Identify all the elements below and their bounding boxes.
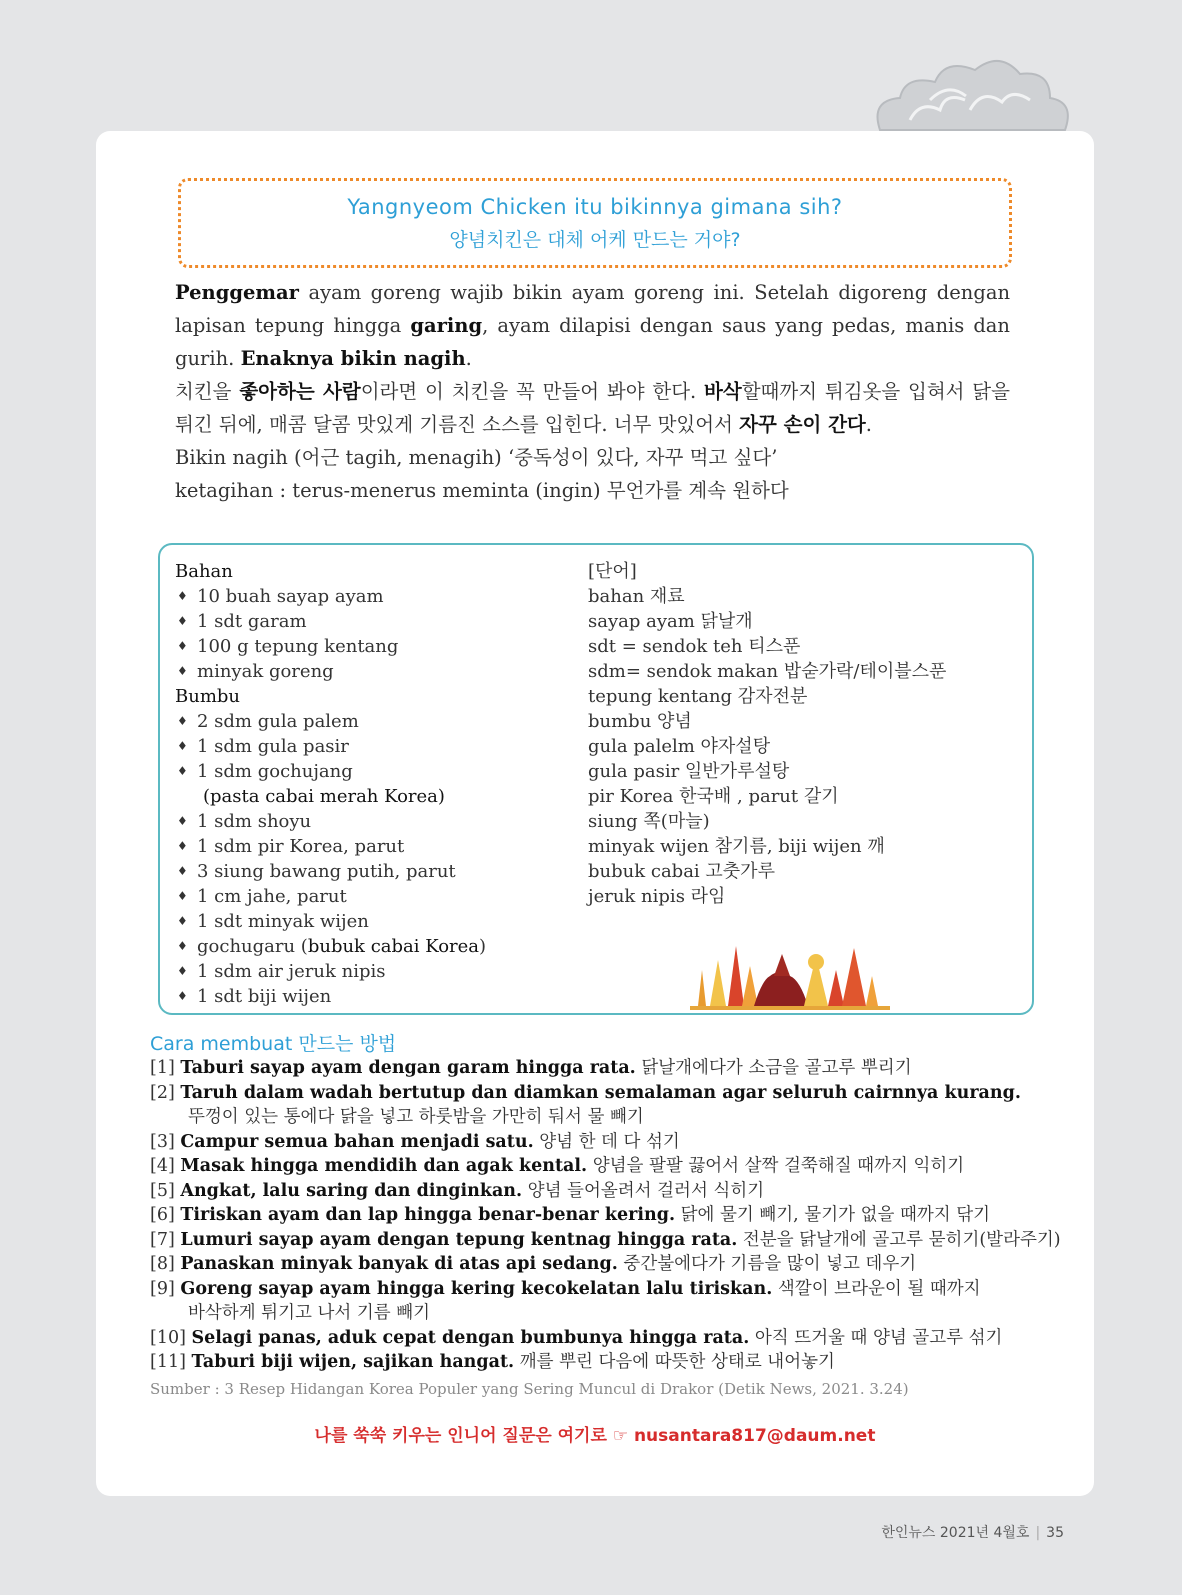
- vocab-item: gula pasir 일반가루설탕: [588, 761, 790, 782]
- bahan-heading: Bahan: [175, 561, 233, 582]
- vocab-item: bahan 재료: [588, 586, 685, 607]
- list-item: ♦ 3 siung bawang putih, parut: [175, 859, 575, 884]
- text: gochugaru (: [197, 936, 308, 957]
- list-item: ♦ 1 sdt biji wijen: [175, 984, 575, 1009]
- step-number: [6]: [150, 1205, 175, 1225]
- list-item: ♦ 1 sdm gula pasir: [175, 734, 575, 759]
- text: .: [465, 347, 472, 370]
- footer-separator: |: [1035, 1525, 1041, 1541]
- list-item: ♦ 1 sdm gochujang: [175, 759, 575, 784]
- step-item: [150, 1252, 1050, 1277]
- text: , ayam dilapisi dengan saus yang pedas, manis dan gurih.: [175, 314, 1010, 370]
- bold-term: 자꾸 손이 간다: [739, 413, 866, 436]
- temple-illustration-icon: [690, 940, 890, 1012]
- step-number: [4]: [150, 1156, 175, 1176]
- method-title: Cara membuat 만드는 방법: [150, 1033, 397, 1055]
- vocab-note-nagih: Bikin nagih (어근 tagih, menagih) ‘중독성이 있다, 자꾸 먹고 싶다’: [175, 446, 778, 469]
- step-ko: 중간불에다가 기름을 많이 넣고 데우기: [617, 1254, 917, 1274]
- list-item: ♦ 1 sdt minyak wijen: [175, 909, 575, 934]
- text: .: [865, 413, 872, 436]
- step-id: Masak hingga mendidih dan agak kental.: [180, 1156, 588, 1176]
- vocab-item: bumbu 양념: [588, 711, 692, 732]
- title-box: [178, 178, 1012, 268]
- intro-paragraph-ko: [175, 375, 1010, 441]
- step-item: [150, 1179, 1050, 1204]
- step-number: [9]: [150, 1278, 175, 1299]
- step-item: [150, 1130, 1050, 1155]
- step-id: Campur semua bahan menjadi satu.: [180, 1131, 534, 1152]
- bold-term: Enaknya bikin nagih: [240, 347, 466, 370]
- vocab-item: minyak wijen 참기름, biji wijen 깨: [588, 836, 885, 857]
- vocab-item: bubuk cabai 고춧가루: [588, 861, 775, 882]
- gochujang-note: (pasta cabai merah Korea): [203, 786, 445, 807]
- qa-contact-line: 나를 쑥쑥 키우는 인니어 질문은 여기로 ☞ nusantara817@daum.net: [314, 1426, 876, 1446]
- list-item: ♦ 1 sdm air jeruk nipis: [175, 959, 575, 984]
- step-id: Goreng sayap ayam hingga kering kecokelatan lalu tiriskan.: [180, 1278, 773, 1299]
- vocab-item: pir Korea 한국배 , parut 갈기: [588, 786, 839, 807]
- step-id: Taburi biji wijen, sajikan hangat.: [191, 1352, 515, 1372]
- source-citation: Sumber : 3 Resep Hidangan Korea Populer yang Sering Muncul di Drakor (Detik News, 2021. 3.24): [150, 1380, 909, 1398]
- page-number: 35: [1046, 1525, 1064, 1541]
- vocab-item: sdm= sendok makan 밥숟가락/테이블스푼: [588, 661, 947, 682]
- intro-paragraph-id: [175, 276, 1010, 375]
- step-ko: 양념 들어올려서 걸러서 식히기: [522, 1180, 765, 1201]
- intro-text: [175, 276, 1010, 507]
- publication-name: 한인뉴스 2021년 4월호: [881, 1525, 1030, 1541]
- bold-term: 좋아하는 사람: [239, 380, 361, 403]
- vocab-item: sayap ayam 닭날개: [588, 611, 753, 632]
- step-ko: 닭에 물기 빼기, 물기가 없을 때까지 닦기: [675, 1205, 991, 1225]
- bold-term: bubuk cabai Korea: [307, 936, 480, 957]
- step-number: [5]: [150, 1180, 175, 1201]
- step-item: [150, 1081, 1050, 1106]
- bold-term: 바삭: [704, 380, 742, 403]
- list-item: ♦ minyak goreng: [175, 659, 575, 684]
- step-number: [11]: [150, 1352, 186, 1372]
- step-number: [2]: [150, 1082, 175, 1103]
- list-item: ♦ 2 sdm gula palem: [175, 709, 575, 734]
- title-korean: 양념치킨은 대체 어케 만드는 거야?: [449, 229, 741, 251]
- step-id: Taburi sayap ayam dengan garam hingga rata.: [180, 1058, 636, 1078]
- step-item-continuation: 뚜껑이 있는 통에다 닭을 넣고 하룻밤을 가만히 둬서 물 빼기: [188, 1107, 644, 1127]
- step-item: [150, 1326, 1050, 1351]
- step-number: [8]: [150, 1254, 175, 1274]
- text: ): [479, 936, 487, 957]
- page-footer: [881, 1522, 1064, 1542]
- vocab-list: [588, 559, 1008, 909]
- list-item: ♦ 10 buah sayap ayam: [175, 584, 575, 609]
- ingredients-box: [158, 543, 1034, 1015]
- step-item: [150, 1277, 1050, 1302]
- step-ko: 닭날개에다가 소금을 골고루 뿌리기: [635, 1058, 912, 1078]
- list-item: ♦ 1 sdt garam: [175, 609, 575, 634]
- method-steps: [150, 1056, 1061, 1375]
- step-ko: 아직 뜨거울 때 양념 골고루 섞기: [749, 1327, 1003, 1348]
- text: 이라면 이 치킨을 꼭 만들어 봐야 한다.: [360, 380, 705, 403]
- vocab-heading: [단어]: [588, 561, 637, 582]
- step-item: [150, 1056, 1050, 1081]
- step-id: Angkat, lalu saring dan dinginkan.: [180, 1180, 523, 1201]
- step-ko: 양념을 팔팔 끓어서 살짝 걸쭉해질 때까지 익히기: [587, 1156, 965, 1176]
- list-item: ♦ 100 g tepung kentang: [175, 634, 575, 659]
- bold-term: Penggemar: [175, 281, 299, 304]
- step-id: Panaskan minyak banyak di atas api sedang.: [180, 1254, 618, 1274]
- step-item-continuation: 바삭하게 튀기고 나서 기름 빼기: [188, 1303, 431, 1323]
- bumbu-heading: Bumbu: [175, 686, 241, 707]
- step-id: Taruh dalam wadah bertutup dan diamkan semalaman agar seluruh cairnnya kurang.: [180, 1082, 1021, 1103]
- step-ko: 색깔이 브라운이 될 때까지: [772, 1278, 981, 1299]
- vocab-item: siung 쪽(마늘): [588, 811, 710, 832]
- text: 치킨을: [175, 380, 240, 403]
- vocab-item: tepung kentang 감자전분: [588, 686, 808, 707]
- vocab-item: gula palelm 야자설탕: [588, 736, 771, 757]
- step-item: [150, 1203, 1050, 1228]
- step-number: [7]: [150, 1229, 175, 1250]
- step-ko: 전분을 닭날개에 골고루 묻히기(발라주기): [737, 1229, 1061, 1250]
- vocab-item: sdt = sendok teh 티스푼: [588, 636, 801, 657]
- text: ayam goreng wajib bikin ayam goreng ini. Setelah digoreng dengan lapisan tepung hingga: [175, 281, 1010, 337]
- vocab-note-ketagihan: ketagihan : terus-menerus meminta (ingin) 무언가를 계속 원하다: [175, 479, 789, 502]
- step-item: [150, 1154, 1050, 1179]
- step-number: [3]: [150, 1131, 175, 1152]
- bold-term: garing: [410, 314, 483, 337]
- step-number: [10]: [150, 1327, 186, 1348]
- step-id: Tiriskan ayam dan lap hingga benar-benar kering.: [180, 1205, 676, 1225]
- list-item: [175, 934, 575, 959]
- article-card: [96, 131, 1094, 1496]
- ingredients-list: [175, 559, 575, 1009]
- step-ko: 양념 한 데 다 섞기: [533, 1131, 680, 1152]
- step-id: Selagi panas, aduk cepat dengan bumbunya hingga rata.: [191, 1327, 750, 1348]
- vocab-item: jeruk nipis 라임: [588, 886, 726, 907]
- step-id: Lumuri sayap ayam dengan tepung kentnag hingga rata.: [180, 1229, 738, 1250]
- title-indonesian: Yangnyeom Chicken itu bikinnya gimana sih?: [347, 195, 843, 219]
- list-item: ♦ 1 sdm shoyu: [175, 809, 575, 834]
- step-number: [1]: [150, 1058, 175, 1078]
- list-item: ♦ 1 cm jahe, parut: [175, 884, 575, 909]
- step-item: [150, 1350, 1050, 1375]
- step-item: [150, 1228, 1061, 1253]
- list-item: ♦ 1 sdm pir Korea, parut: [175, 834, 575, 859]
- text: 할때까지 튀김옷을 입혀서 닭을 튀긴 뒤에, 매콤 달콤 맛있게 기름진 소스를 입힌다. 너무 맛있어서: [175, 380, 1010, 436]
- step-ko: 깨를 뿌린 다음에 따뜻한 상태로 내어놓기: [514, 1352, 835, 1372]
